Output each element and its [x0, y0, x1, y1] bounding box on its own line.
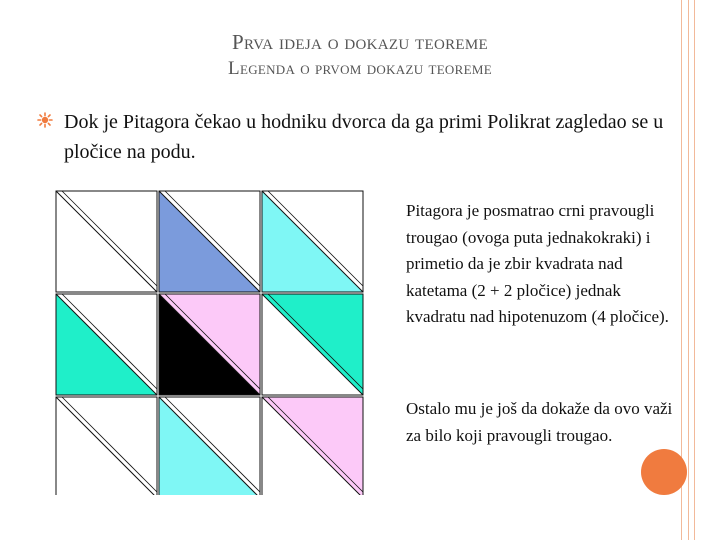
decorative-rule-line: [688, 0, 689, 540]
conclusion-text: Ostalo mu je još da dokaže da ovo važi za bilo koji pravougli trougao.: [406, 399, 673, 445]
decorative-orange-circle: [641, 449, 687, 495]
floor-tile: [159, 294, 260, 395]
floor-tile: [262, 397, 363, 495]
bullet-text: Dok je Pitagora čekao u hodniku dvorca da ga primi Polikrat zagledao se u pločice na podu.: [64, 111, 664, 163]
floor-tile: [56, 191, 157, 292]
decorative-rule-line: [694, 0, 695, 540]
floor-tile: [159, 397, 260, 495]
floor-tile: [262, 294, 363, 395]
slide-title: Prva ideja o dokazu teoreme: [232, 30, 488, 54]
slide-subtitle: Legenda o prvom dokazu teoreme: [228, 58, 492, 79]
floor-tile: [56, 397, 157, 495]
floor-tile: [262, 191, 363, 292]
sun-bullet-icon: [37, 112, 53, 128]
floor-tile: [56, 294, 157, 395]
floor-tile: [159, 191, 260, 292]
explanation-text: Pitagora je posmatrao crni pravougli trougao (ovoga puta jednakokraki) i primetio da je zbir kvadrata nad katetama (2 + 2 pločice) jednak kvadratu nad hipotenuzom (4 pločice).: [406, 201, 669, 326]
tile-grid: [55, 190, 372, 495]
